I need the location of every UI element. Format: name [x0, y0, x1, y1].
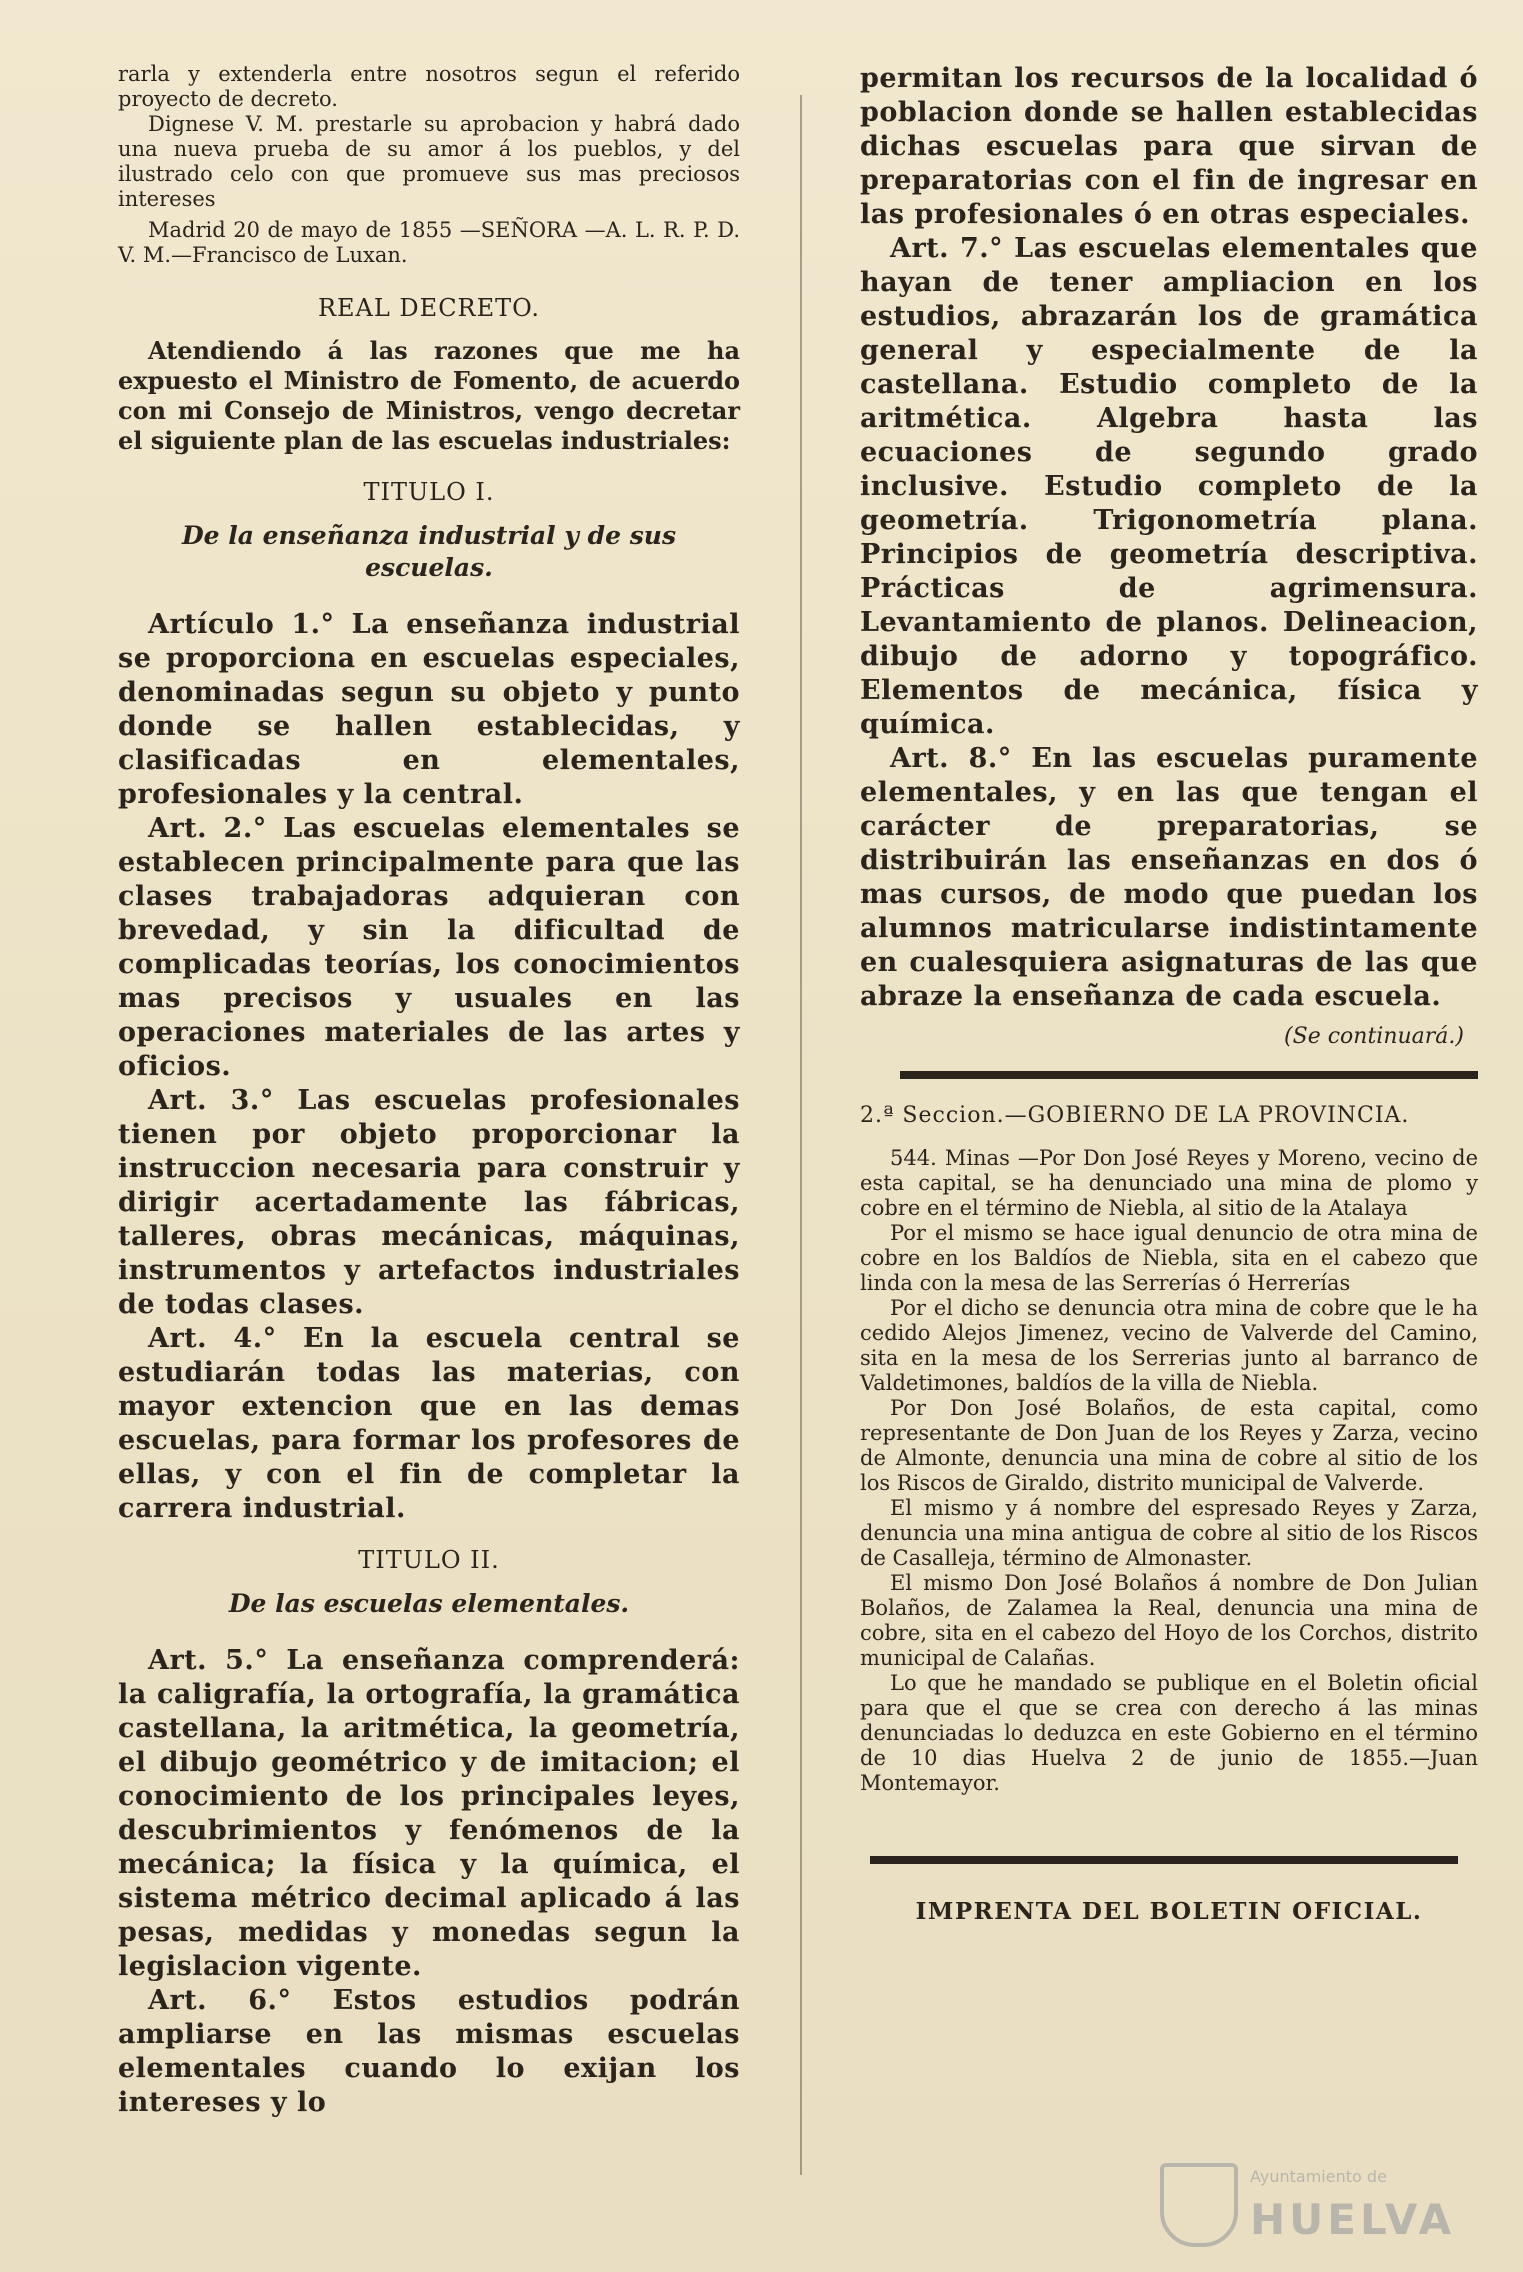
watermark-line-2: HUELVA: [1250, 2195, 1456, 2244]
article-3: Art. 3.° Las escuelas profesionales tienen por objeto proporcionar la instruccion necesaria para construir y dirigir acertadamente las fábricas, talleres, obras mecánicas, máquinas, instrumentos y artefactos industriales de todas clases.: [118, 1085, 740, 1320]
subheading-titulo-2: De las escuelas elementales.: [228, 1589, 630, 1618]
mines-paragraph-7: Lo que he mandado se publique en el Boletin oficial para que el que se crea con derecho á las minas denunciadas lo deduzca en este Gobierno en el término de 10 dias Huelva 2 de junio de 1855.—Juan Montemayor.: [860, 1671, 1478, 1795]
right-column: [860, 62, 1478, 1925]
paragraph-approval: Dignese V. M. prestarle su aprobacion y habrá dado una nueva prueba de su amor á los pueblos, y del ilustrado celo con que promueve sus mas preciosos intereses: [118, 112, 740, 211]
article-6-continued: permitan los recursos de la localidad ó poblacion donde se hallen establecidas dichas escuelas para que sirvan de preparatorias con el fin de ingresar en las profesionales ó en otras especiales.: [860, 63, 1478, 230]
paragraph-decree-preamble: Atendiendo á las razones que me ha expuesto el Ministro de Fomento, de acuerdo con mi Consejo de Ministros, vengo decretar el siguiente plan de las escuelas industriales:: [118, 336, 740, 455]
subheading-titulo-1: De la enseñanza industrial y de sus escuelas.: [181, 521, 677, 582]
article-5: Art. 5.° La enseñanza comprenderá: la caligrafía, la ortografía, la gramática castellana, la aritmética, la geometría, el dibujo geométrico y de imitacion; el conocimiento de los principales leyes, descubrimientos y fenómenos de la mecánica; la física y la química, el sistema métrico decimal aplicado á las pesas, medidas y monedas segun la legislacion vigente.: [118, 1645, 740, 1982]
article-7: Art. 7.° Las escuelas elementales que hayan de tener ampliacion en los estudios, abrazarán los de gramática general y especialmente de la castellana. Estudio completo de la aritmética. Algebra hasta las ecuaciones de segundo grado inclusive. Estudio completo de la geometría. Trigonometría plana. Principios de geometría descriptiva. Prácticas de agrimensura. Levantamiento de planos. Delineacion, dibujo de adorno y topográfico. Elementos de mecánica, física y química.: [860, 233, 1478, 740]
heading-titulo-2: TITULO II.: [358, 1546, 500, 1574]
column-divider: [800, 95, 802, 2175]
mines-paragraph-2: Por el mismo se hace igual denuncio de otra mina de cobre en los Baldíos de Niebla, sita en el cabezo que linda con la mesa de las Serrerías ó Herrerías: [860, 1221, 1478, 1295]
footer-rule: [870, 1856, 1458, 1864]
shield-icon: [1160, 2163, 1238, 2247]
mines-paragraph-6: El mismo Don José Bolaños á nombre de Don Julian Bolaños, de Zalamea la Real, denuncia una mina de cobre, sita en el cabezo del Hoyo de los Corchos, distrito municipal de Calañas.: [860, 1571, 1478, 1670]
mines-paragraph-1: 544. Minas —Por Don José Reyes y Moreno, vecino de esta capital, se ha denunciado una mina de plomo y cobre en el término de Niebla, al sitio de la Atalaya: [860, 1146, 1478, 1220]
article-6: Art. 6.° Estos estudios podrán ampliarse en las mismas escuelas elementales cuando lo exijan los intereses y lo: [118, 1985, 740, 2118]
paragraph-intro-end: rarla y extenderla entre nosotros segun el referido proyecto de decreto.: [118, 62, 740, 111]
section-rule: [900, 1071, 1478, 1079]
archive-watermark: [1150, 2155, 1480, 2245]
mines-paragraph-5: El mismo y á nombre del espresado Reyes y Zarza, denuncia una mina antigua de cobre al sitio de los Riscos de Casalleja, término de Almonaster.: [860, 1496, 1478, 1570]
paragraph-signature: Madrid 20 de mayo de 1855 —SEÑORA —A. L. R. P. D. V. M.—Francisco de Luxan.: [118, 218, 740, 267]
heading-titulo-1: TITULO I.: [363, 478, 495, 506]
article-8: Art. 8.° En las escuelas puramente elementales, y en las que tengan el carácter de preparatorias, se distribuirán las enseñanzas en dos ó mas cursos, de modo que puedan los alumnos matricularse indistintamente en cualesquiera asignaturas de las que abraze la enseñanza de cada escuela.: [860, 743, 1478, 1012]
article-2: Art. 2.° Las escuelas elementales se establecen principalmente para que las clases trabajadoras adquieran con brevedad, y sin la dificultad de complicadas teorías, los conocimientos mas precisos y usuales en las operaciones materiales de las artes y oficios.: [118, 813, 740, 1082]
continuation-note: (Se continuará.): [1284, 1024, 1464, 1049]
watermark-line-1: Ayuntamiento de: [1250, 2167, 1387, 2186]
mines-paragraph-4: Por Don José Bolaños, de esta capital, como representante de Don Juan de los Reyes y Zarza, vecino de Almonte, denuncia una mina de cobre al sitio de los los Riscos de Giraldo, distrito municipal de Valverde.: [860, 1396, 1478, 1495]
heading-real-decreto: REAL DECRETO.: [317, 294, 541, 322]
imprenta-footer: IMPRENTA DEL BOLETIN OFICIAL.: [915, 1898, 1423, 1925]
article-1: Artículo 1.° La enseñanza industrial se proporciona en escuelas especiales, denominadas segun su objeto y punto donde se hallen establecidas, y clasificadas en elementales, profesionales y la central.: [118, 609, 740, 810]
mines-paragraph-3: Por el dicho se denuncia otra mina de cobre que le ha cedido Alejos Jimenez, vecino de Valverde del Camino, sita en la mesa de los Serrerias junto al barranco de Valdetimones, baldíos de la villa de Niebla.: [860, 1296, 1478, 1395]
left-column: [118, 62, 740, 2120]
article-4: Art. 4.° En la escuela central se estudiarán todas las materias, con mayor extencion que en las demas escuelas, para formar los profesores de ellas, y con el fin de completar la carrera industrial.: [118, 1323, 740, 1524]
heading-section-gobierno: 2.ª Seccion.—GOBIERNO DE LA PROVINCIA.: [860, 1103, 1410, 1128]
